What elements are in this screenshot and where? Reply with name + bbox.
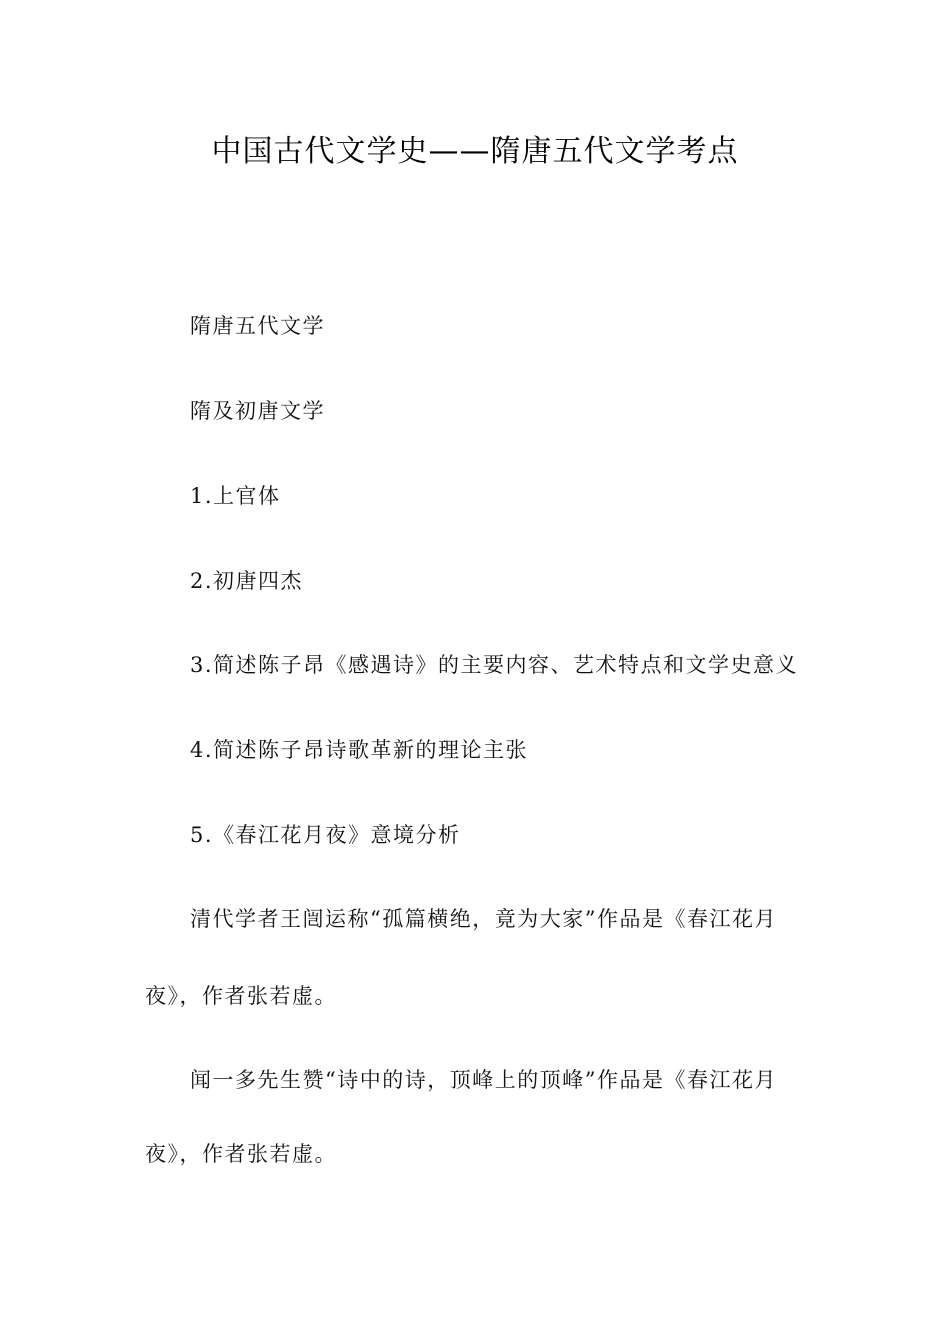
paragraph-item-4: 4.简述陈子昂诗歌革新的理论主张 [190, 738, 529, 762]
paragraph-section-heading: 隋唐五代文学 [190, 314, 325, 338]
paragraph-item-5: 5.《春江花月夜》意境分析 [190, 823, 461, 847]
document-title: 中国古代文学史——隋唐五代文学考点 [211, 134, 739, 169]
paragraph-item-1: 1.上官体 [190, 484, 281, 508]
paragraph-subsection-heading: 隋及初唐文学 [190, 399, 325, 423]
quote2-line2: 夜》，作者张若虚。 [145, 1142, 337, 1166]
quote1-line1: 清代学者王闿运称“孤篇横绝，竟为大家”作品是《春江花月 [190, 907, 777, 931]
paragraph-item-3: 3.简述陈子昂《感遇诗》的主要内容、艺术特点和文学史意义 [190, 653, 799, 677]
quote2-line1: 闻一多先生赞“诗中的诗，顶峰上的顶峰”作品是《春江花月 [190, 1068, 777, 1092]
paragraph-item-2: 2.初唐四杰 [190, 569, 304, 593]
quote1-line2: 夜》，作者张若虚。 [145, 984, 337, 1008]
